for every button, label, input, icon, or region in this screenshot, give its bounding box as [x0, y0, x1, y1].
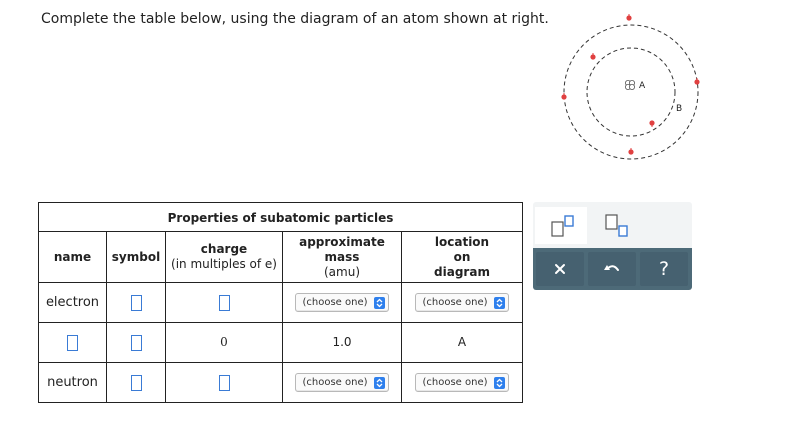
label-a: A [639, 81, 646, 91]
row2-charge-value: 0 [220, 335, 228, 349]
header-name: name [53, 249, 92, 264]
table-row [39, 323, 106, 362]
neutron-location-select-label: (choose one) [422, 377, 488, 388]
help-label: ? [658, 258, 670, 280]
row-electron-name: electron [45, 295, 100, 310]
table-row [166, 363, 282, 402]
table-row [107, 323, 165, 362]
chevron-updown-icon [494, 377, 505, 389]
superscript-template-icon [546, 214, 576, 238]
table-row [402, 363, 522, 402]
label-b: B [676, 104, 683, 114]
electron-mass-select[interactable] [295, 293, 388, 312]
header-mass [283, 232, 401, 282]
electron-inner-2 [649, 120, 654, 127]
subscript-template-button[interactable] [589, 207, 641, 244]
row-neutron-name: neutron [47, 375, 98, 390]
header-charge [166, 232, 282, 282]
header-mass-title: approximate mass [299, 234, 385, 264]
atom-diagram [556, 12, 706, 162]
row2-location-value: A [457, 335, 467, 349]
neutron-location-select[interactable] [415, 373, 508, 392]
electron-outer-4 [628, 148, 633, 155]
header-charge-title: charge [200, 242, 248, 256]
chevron-updown-icon [374, 377, 385, 389]
table-row [166, 283, 282, 322]
neutron-charge-input[interactable] [219, 375, 230, 391]
undo-button[interactable] [588, 252, 636, 286]
undo-icon [602, 261, 622, 277]
subscript-template-icon [600, 213, 630, 239]
electron-charge-input[interactable] [219, 295, 230, 311]
template-palette [533, 202, 692, 248]
help-button[interactable] [640, 252, 688, 286]
table-title: Properties of subatomic particles [167, 210, 394, 225]
superscript-template-button[interactable] [535, 207, 587, 244]
table-row [283, 283, 401, 322]
properties-table [38, 202, 523, 403]
close-icon [553, 262, 567, 276]
neutron-mass-select[interactable] [295, 373, 388, 392]
action-palette [533, 248, 692, 290]
electron-location-select[interactable] [415, 293, 508, 312]
header-symbol: symbol [111, 249, 161, 264]
electron-symbol-input[interactable] [131, 295, 142, 311]
header-location: location on diagram [434, 234, 490, 279]
nucleus [625, 80, 634, 89]
electron-inner-1 [590, 53, 595, 60]
electron-outer-2 [694, 78, 699, 85]
table-row [402, 283, 522, 322]
row2-mass-value: 1.0 [332, 335, 352, 349]
row2-name-input[interactable] [67, 335, 78, 351]
table-row [107, 283, 165, 322]
row2-symbol-input[interactable] [131, 335, 142, 351]
instruction-text: Complete the table below, using the diagram of an atom shown at right. [41, 11, 549, 27]
clear-button[interactable] [536, 252, 584, 286]
header-charge-sub: (in multiples of e) [171, 257, 277, 271]
neutron-symbol-input[interactable] [131, 375, 142, 391]
outer-orbit [564, 25, 698, 159]
inner-orbit [587, 48, 675, 136]
header-mass-unit: (amu) [323, 264, 360, 279]
table-row [107, 363, 165, 402]
neutron-mass-select-label: (choose one) [302, 377, 368, 388]
chevron-updown-icon [494, 297, 505, 309]
electron-outer-3 [561, 93, 566, 100]
electron-location-select-label: (choose one) [422, 297, 488, 308]
electron-outer-1 [626, 14, 631, 21]
electron-mass-select-label: (choose one) [302, 297, 368, 308]
chevron-updown-icon [374, 297, 385, 309]
table-row [283, 363, 401, 402]
